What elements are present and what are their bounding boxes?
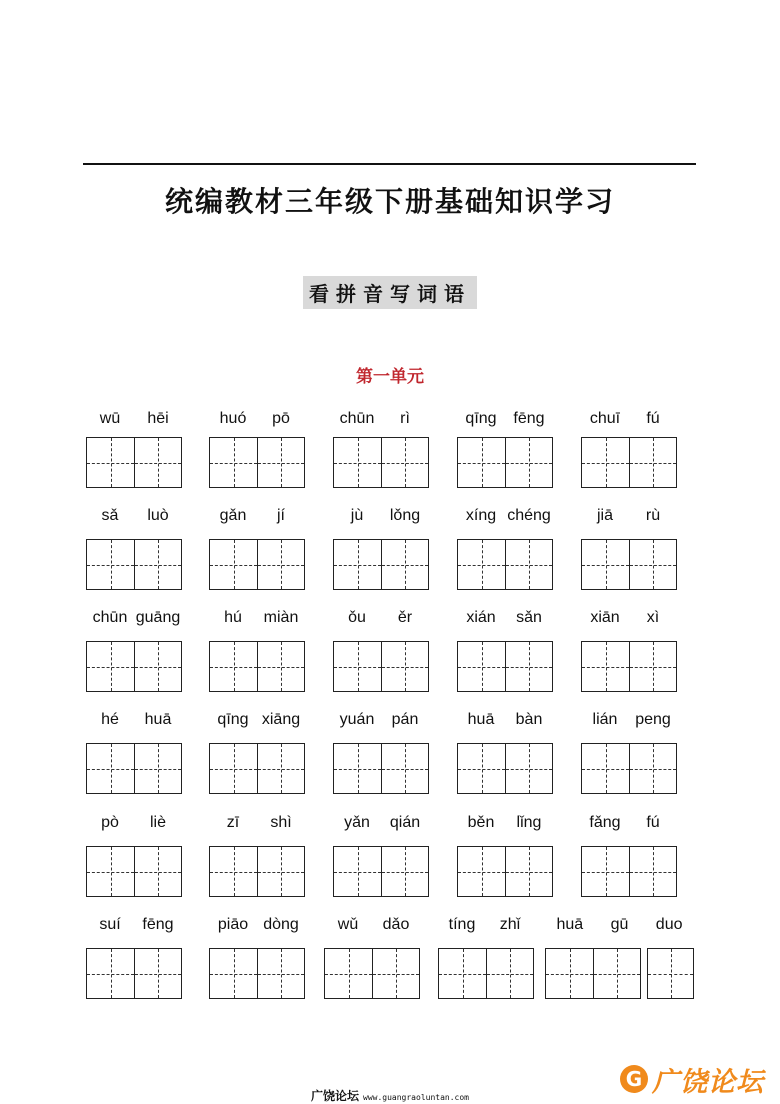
writing-cell[interactable] — [210, 847, 257, 896]
writing-cell[interactable] — [629, 540, 676, 589]
pinyin-syllable: pán — [391, 711, 419, 728]
pinyin-syllable: bàn — [515, 711, 543, 728]
pinyin-syllable: shì — [270, 814, 292, 831]
writing-cell[interactable] — [210, 949, 257, 998]
pinyin-syllable: liè — [149, 814, 167, 831]
writing-cell[interactable] — [87, 540, 134, 589]
pinyin-syllable: běn — [467, 814, 495, 831]
writing-grid[interactable] — [457, 641, 553, 692]
pinyin-syllable: dǎo — [382, 916, 410, 933]
writing-cell[interactable] — [505, 438, 552, 487]
writing-grid[interactable] — [581, 437, 677, 488]
writing-cell[interactable] — [87, 438, 134, 487]
pinyin-label — [457, 711, 553, 731]
pinyin-syllable: pò — [101, 814, 119, 831]
writing-grid[interactable] — [209, 437, 305, 488]
pinyin-syllable: zhǐ — [499, 916, 521, 933]
writing-cell[interactable] — [648, 949, 693, 998]
pinyin-syllable: fú — [646, 814, 660, 831]
pinyin-syllable: xiāng — [261, 711, 301, 728]
writing-cell[interactable] — [505, 744, 552, 793]
writing-cell[interactable] — [334, 438, 381, 487]
pinyin-syllable: ěr — [397, 609, 413, 626]
writing-cell[interactable] — [582, 438, 629, 487]
writing-cell[interactable] — [210, 438, 257, 487]
pinyin-syllable: qīng — [217, 711, 249, 728]
pinyin-label — [333, 507, 429, 527]
writing-cell[interactable] — [257, 744, 304, 793]
writing-cell[interactable] — [257, 847, 304, 896]
top-rule — [83, 163, 696, 165]
pinyin-syllable: hēi — [147, 410, 169, 427]
writing-cell[interactable] — [381, 438, 428, 487]
subtitle-wrap — [0, 276, 780, 309]
writing-grid[interactable] — [86, 539, 182, 590]
pinyin-syllable: duo — [655, 916, 683, 933]
writing-cell[interactable] — [546, 949, 593, 998]
pinyin-syllable: gǎn — [219, 507, 247, 524]
writing-cell[interactable] — [593, 949, 640, 998]
pinyin-label — [86, 609, 182, 629]
pinyin-label — [545, 916, 694, 936]
footer-url: www.guangraoluntan.com — [363, 1093, 469, 1102]
writing-grid[interactable] — [86, 641, 182, 692]
pinyin-syllable: jí — [277, 507, 285, 524]
pinyin-syllable: guāng — [135, 609, 181, 626]
pinyin-label — [581, 609, 677, 629]
pinyin-label — [457, 814, 553, 834]
writing-cell[interactable] — [505, 847, 552, 896]
writing-cell[interactable] — [486, 949, 533, 998]
pinyin-label — [324, 916, 420, 936]
pinyin-syllable: wū — [99, 410, 121, 427]
writing-cell[interactable] — [334, 744, 381, 793]
pinyin-label — [86, 410, 182, 430]
section-subtitle: 看拼音写词语 — [303, 276, 477, 309]
writing-cell[interactable] — [87, 847, 134, 896]
writing-cell[interactable] — [505, 540, 552, 589]
writing-grid[interactable] — [333, 641, 429, 692]
pinyin-syllable: jù — [350, 507, 364, 524]
pinyin-syllable: pō — [272, 410, 290, 427]
pinyin-label — [86, 814, 182, 834]
writing-grid[interactable] — [333, 846, 429, 897]
page-title: 统编教材三年级下册基础知识学习 — [164, 185, 615, 218]
pinyin-syllable: rì — [400, 410, 410, 427]
writing-cell[interactable] — [210, 744, 257, 793]
pinyin-label — [209, 410, 305, 430]
writing-cell[interactable] — [334, 847, 381, 896]
pinyin-syllable: lǒng — [389, 507, 421, 524]
pinyin-syllable: xì — [646, 609, 660, 626]
pinyin-syllable: ǒu — [348, 609, 366, 626]
writing-cell[interactable] — [458, 642, 505, 691]
writing-cell[interactable] — [210, 642, 257, 691]
writing-cell[interactable] — [210, 540, 257, 589]
writing-cell[interactable] — [582, 540, 629, 589]
writing-grid[interactable] — [86, 743, 182, 794]
pinyin-syllable: lǐng — [516, 814, 542, 831]
writing-grid[interactable] — [209, 948, 305, 999]
writing-grid[interactable] — [333, 743, 429, 794]
writing-grid[interactable] — [438, 948, 534, 999]
writing-grid[interactable] — [209, 743, 305, 794]
writing-cell[interactable] — [87, 949, 134, 998]
pinyin-syllable: qīng — [465, 410, 497, 427]
pinyin-syllable: hé — [101, 711, 119, 728]
writing-cell[interactable] — [134, 744, 181, 793]
logo-text: 广饶论坛 — [652, 1066, 764, 1098]
pinyin-label — [457, 507, 553, 527]
pinyin-syllable: suí — [99, 916, 121, 933]
writing-grid[interactable] — [457, 437, 553, 488]
pinyin-syllable: huó — [219, 410, 247, 427]
pinyin-label — [333, 711, 429, 731]
writing-cell[interactable] — [257, 642, 304, 691]
writing-grid[interactable] — [457, 539, 553, 590]
writing-grid[interactable] — [457, 846, 553, 897]
pinyin-syllable: sǎ — [101, 507, 119, 524]
writing-grid[interactable] — [209, 846, 305, 897]
pinyin-syllable: fēng — [513, 410, 545, 427]
pinyin-syllable: fǎng — [589, 814, 621, 831]
writing-cell[interactable] — [381, 847, 428, 896]
pinyin-syllable: huā — [144, 711, 172, 728]
writing-grid[interactable] — [581, 743, 677, 794]
writing-cell[interactable] — [134, 438, 181, 487]
pinyin-syllable: gū — [610, 916, 629, 933]
writing-cell[interactable] — [134, 540, 181, 589]
writing-cell[interactable] — [629, 438, 676, 487]
writing-grid[interactable] — [647, 948, 694, 999]
writing-cell[interactable] — [334, 540, 381, 589]
writing-grid[interactable] — [581, 641, 677, 692]
pinyin-syllable: chuī — [589, 410, 621, 427]
pinyin-syllable: dòng — [263, 916, 299, 933]
pinyin-syllable: luò — [147, 507, 169, 524]
writing-cell[interactable] — [582, 847, 629, 896]
pinyin-syllable: xiān — [590, 609, 620, 626]
pinyin-label — [581, 711, 677, 731]
pinyin-label — [457, 410, 553, 430]
pinyin-label — [333, 410, 429, 430]
pinyin-syllable: xián — [466, 609, 496, 626]
pinyin-label — [209, 507, 305, 527]
writing-cell[interactable] — [134, 847, 181, 896]
writing-grid[interactable] — [324, 948, 420, 999]
writing-cell[interactable] — [257, 540, 304, 589]
writing-cell[interactable] — [439, 949, 486, 998]
writing-grid[interactable] — [545, 948, 641, 999]
pinyin-label — [209, 814, 305, 834]
writing-cell[interactable] — [458, 540, 505, 589]
writing-grid[interactable] — [581, 539, 677, 590]
writing-cell[interactable] — [381, 540, 428, 589]
footer-site-name: 广饶论坛 — [311, 1089, 360, 1103]
pinyin-syllable: sǎn — [516, 609, 542, 626]
pinyin-syllable: miàn — [263, 609, 299, 626]
pinyin-syllable: zī — [226, 814, 240, 831]
pinyin-syllable: lián — [592, 711, 618, 728]
writing-cell[interactable] — [257, 438, 304, 487]
pinyin-label — [581, 410, 677, 430]
writing-grid[interactable] — [209, 539, 305, 590]
writing-cell[interactable] — [582, 744, 629, 793]
pinyin-label — [209, 711, 305, 731]
writing-grid[interactable] — [333, 437, 429, 488]
writing-cell[interactable] — [458, 744, 505, 793]
pinyin-label — [86, 916, 182, 936]
pinyin-syllable: fēng — [142, 916, 174, 933]
pinyin-label — [209, 609, 305, 629]
pinyin-syllable: peng — [635, 711, 671, 728]
writing-cell[interactable] — [629, 847, 676, 896]
pinyin-syllable: xíng — [465, 507, 497, 524]
pinyin-label — [333, 814, 429, 834]
pinyin-syllable: chūn — [92, 609, 128, 626]
pinyin-syllable: huā — [467, 711, 495, 728]
writing-cell[interactable] — [325, 949, 372, 998]
writing-cell[interactable] — [134, 949, 181, 998]
writing-grid[interactable] — [86, 846, 182, 897]
writing-cell[interactable] — [334, 642, 381, 691]
writing-cell[interactable] — [257, 949, 304, 998]
pinyin-syllable: wǔ — [337, 916, 359, 933]
writing-cell[interactable] — [629, 744, 676, 793]
writing-cell[interactable] — [458, 438, 505, 487]
writing-cell[interactable] — [381, 744, 428, 793]
pinyin-label — [581, 507, 677, 527]
writing-grid[interactable] — [457, 743, 553, 794]
writing-cell[interactable] — [372, 949, 419, 998]
pinyin-label — [86, 507, 182, 527]
pinyin-label — [438, 916, 534, 936]
pinyin-label — [209, 916, 305, 936]
writing-cell[interactable] — [629, 642, 676, 691]
pinyin-label — [333, 609, 429, 629]
writing-cell[interactable] — [87, 642, 134, 691]
logo-icon: G — [620, 1065, 648, 1093]
pinyin-label — [86, 711, 182, 731]
writing-cell[interactable] — [458, 847, 505, 896]
pinyin-syllable: tíng — [448, 916, 476, 933]
writing-cell[interactable] — [134, 642, 181, 691]
writing-grid[interactable] — [209, 641, 305, 692]
pinyin-syllable: chéng — [507, 507, 551, 524]
pinyin-label — [457, 609, 553, 629]
pinyin-syllable: rù — [645, 507, 661, 524]
writing-grid[interactable] — [86, 437, 182, 488]
writing-cell[interactable] — [87, 744, 134, 793]
pinyin-syllable: yǎn — [344, 814, 370, 831]
pinyin-syllable: huā — [556, 916, 584, 933]
pinyin-syllable: fú — [646, 410, 660, 427]
pinyin-syllable: jiā — [596, 507, 614, 524]
pinyin-syllable: yuán — [339, 711, 375, 728]
writing-grid[interactable] — [333, 539, 429, 590]
unit-heading: 第一单元 — [356, 367, 424, 387]
writing-cell[interactable] — [505, 642, 552, 691]
writing-grid[interactable] — [86, 948, 182, 999]
writing-grid[interactable] — [581, 846, 677, 897]
writing-cell[interactable] — [381, 642, 428, 691]
pinyin-label — [581, 814, 677, 834]
pinyin-syllable: piāo — [217, 916, 249, 933]
pinyin-syllable: hú — [224, 609, 242, 626]
writing-cell[interactable] — [582, 642, 629, 691]
pinyin-syllable: qián — [389, 814, 421, 831]
site-logo — [620, 1060, 770, 1098]
pinyin-syllable: chūn — [339, 410, 375, 427]
